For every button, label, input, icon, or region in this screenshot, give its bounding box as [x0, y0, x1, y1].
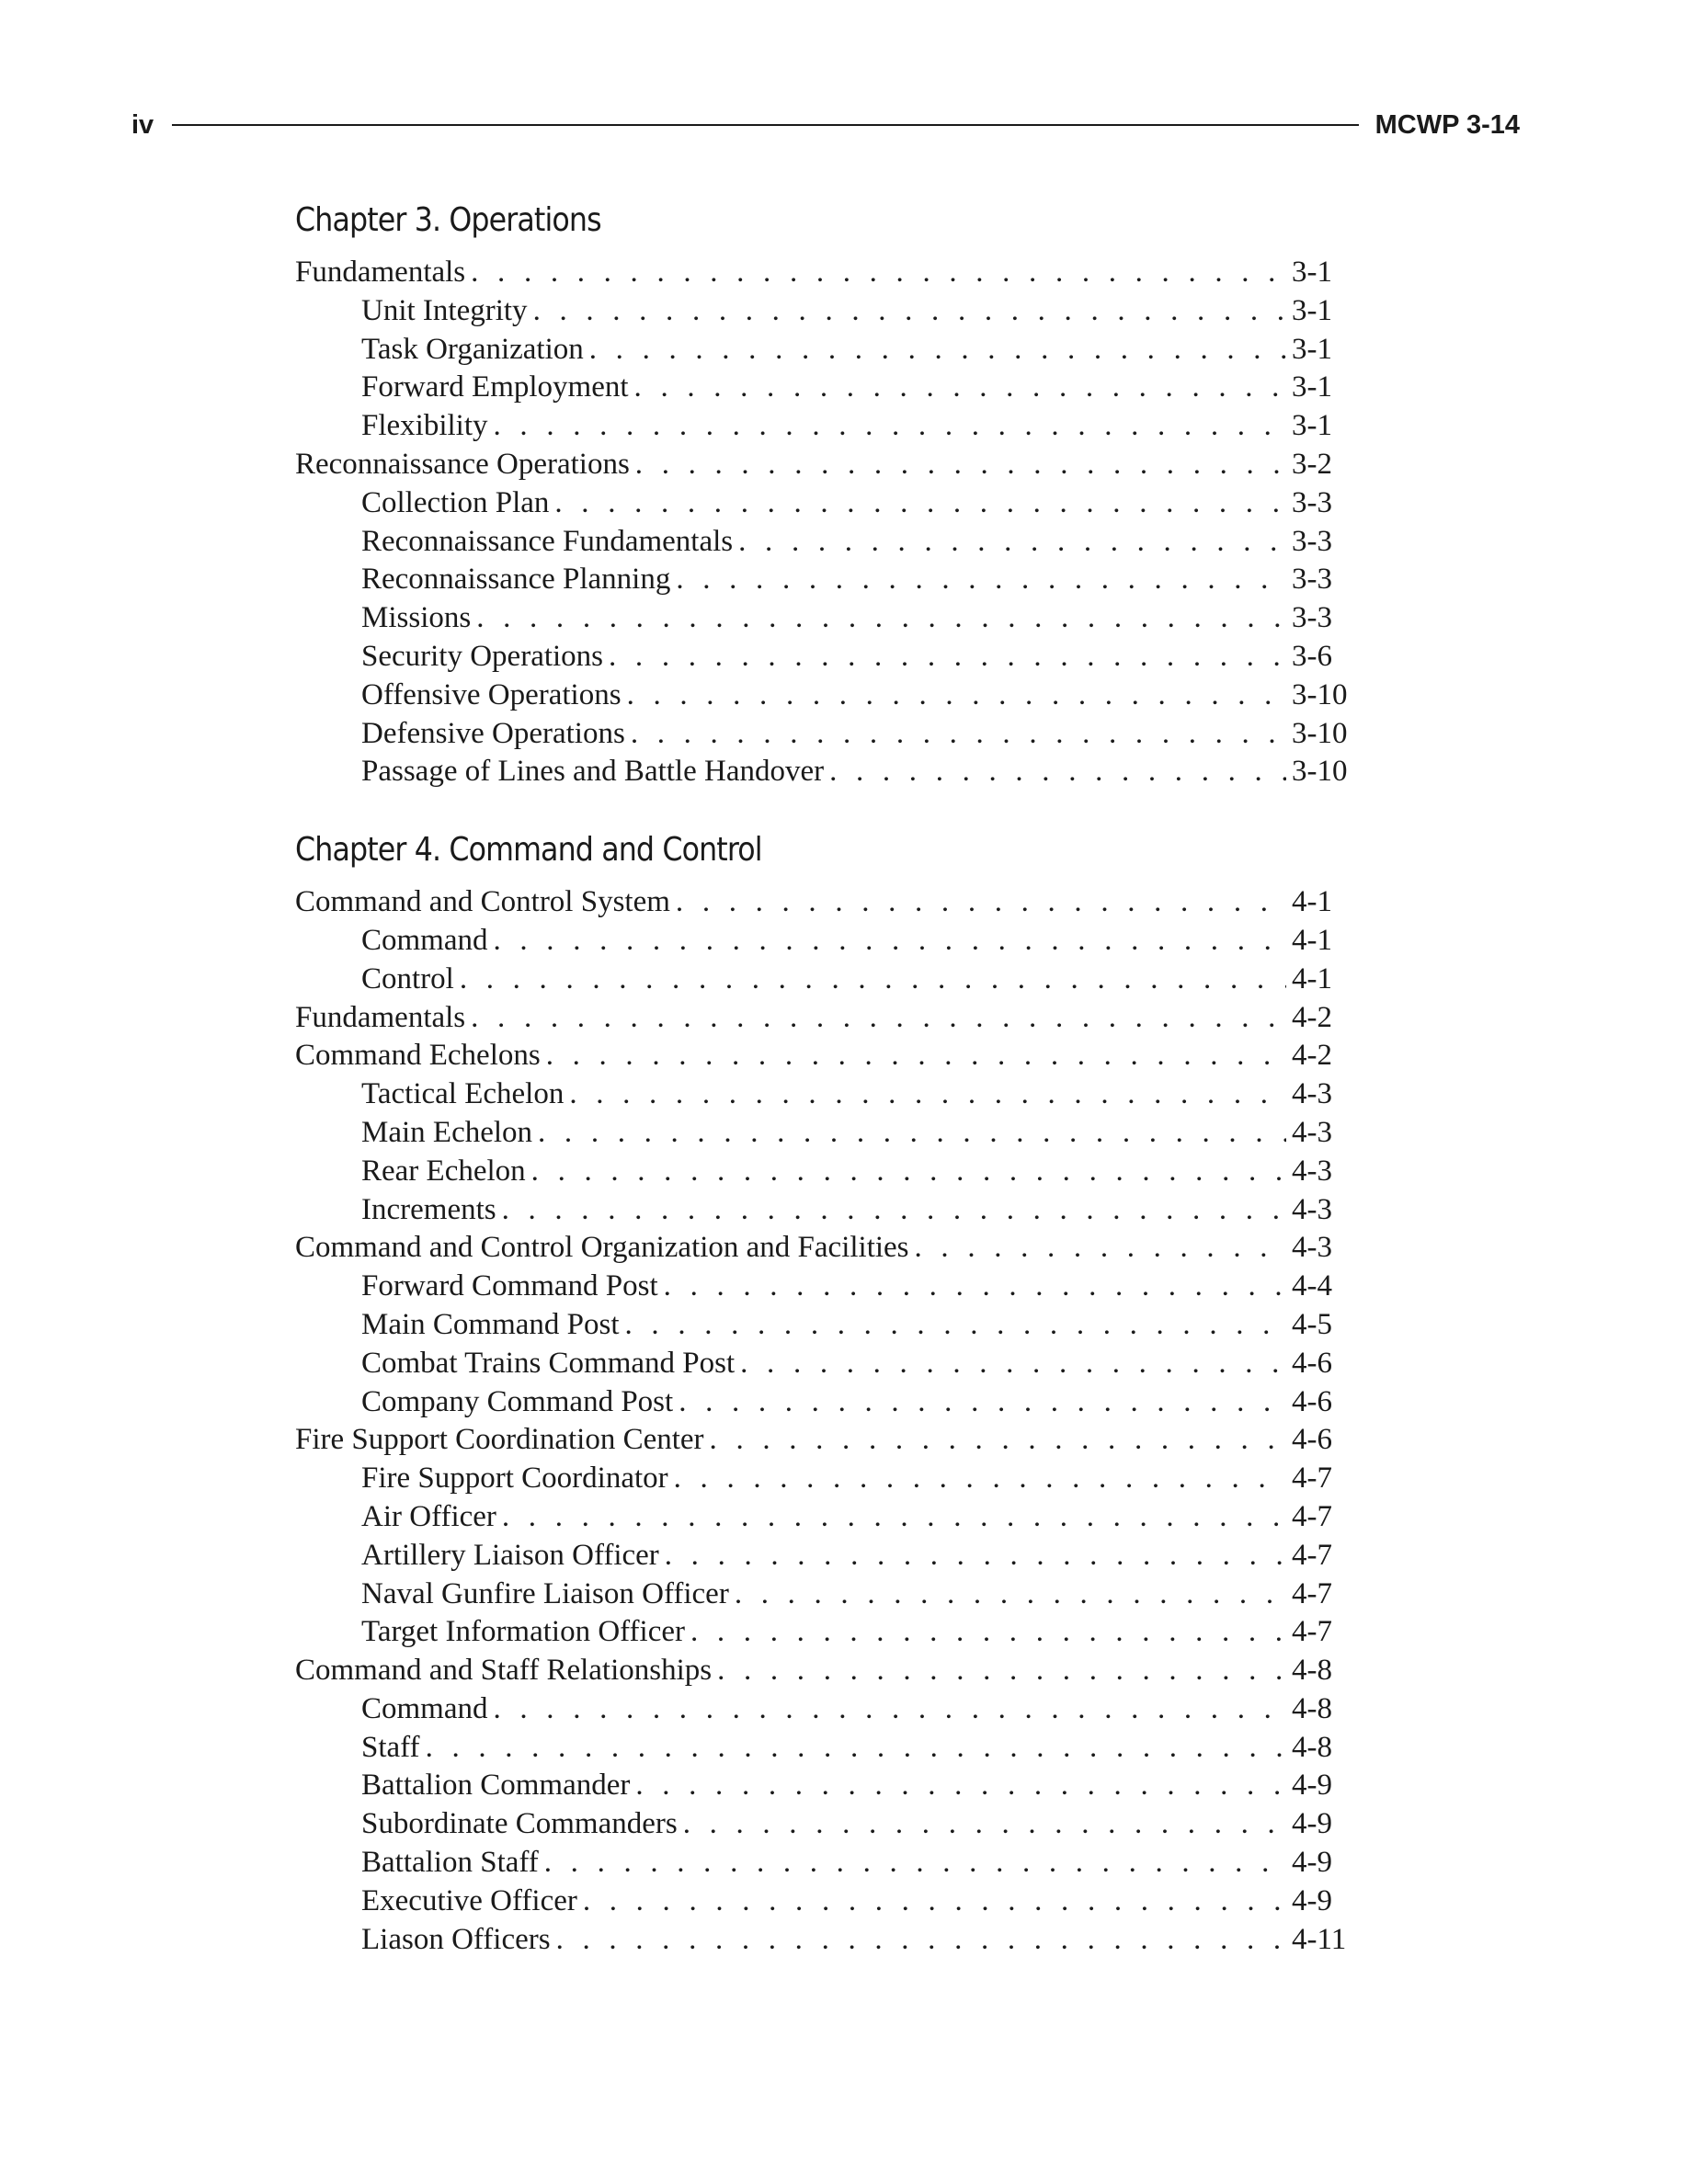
dot-leader	[676, 561, 1286, 599]
toc-entry-page: 4-8	[1292, 1691, 1332, 1725]
dot-leader	[635, 446, 1286, 484]
toc-subentry[interactable]	[295, 292, 1352, 331]
toc-entry-label: Executive Officer	[361, 1883, 577, 1917]
toc-entry-label: Artillery Liaison Officer	[361, 1538, 659, 1572]
toc-entry-label: Combat Trains Command Post	[361, 1346, 736, 1380]
dot-leader	[494, 922, 1287, 961]
toc-entry-label: Missions	[361, 601, 472, 635]
toc-entry-label: Battalion Staff	[361, 1846, 539, 1880]
dot-leader	[554, 484, 1286, 523]
toc-entry-label: Security Operations	[361, 639, 604, 673]
toc-entry-page: 4-7	[1292, 1499, 1332, 1533]
chapter-title: Chapter 3. Operations	[295, 201, 601, 239]
toc-subentry[interactable]	[295, 407, 1352, 446]
toc-entry-label: Command	[361, 923, 488, 957]
dot-leader	[717, 1652, 1286, 1690]
dot-leader	[583, 1883, 1286, 1921]
dot-leader	[502, 1191, 1286, 1230]
toc-entry-label: Company Command Post	[361, 1384, 674, 1418]
chapter-section	[295, 200, 1352, 791]
dot-leader	[634, 369, 1286, 407]
toc-entry-label: Tactical Echelon	[361, 1077, 565, 1111]
toc-entry-page: 4-5	[1292, 1307, 1332, 1341]
dot-leader	[679, 1383, 1286, 1422]
toc-entry-page: 4-8	[1292, 1730, 1332, 1764]
toc-entry-label: Command Echelons	[295, 1039, 541, 1073]
dot-leader	[635, 1767, 1286, 1805]
dot-leader	[735, 1575, 1286, 1614]
toc-entry-page: 3-1	[1292, 332, 1332, 366]
toc-subentry[interactable]	[295, 1191, 1352, 1230]
toc-subentry[interactable]	[295, 1383, 1352, 1422]
toc-subentry[interactable]	[295, 523, 1352, 562]
toc-entry-label: Reconnaissance Operations	[295, 447, 630, 481]
toc-entry-page: 3-10	[1292, 755, 1348, 789]
chapter-title: Chapter 4. Command and Control	[295, 831, 762, 870]
header-rule	[172, 124, 1358, 126]
toc-entry-label: Battalion Commander	[361, 1769, 631, 1803]
toc-entry-page: 4-7	[1292, 1462, 1332, 1496]
dot-leader	[546, 1037, 1286, 1075]
toc-entry-page: 4-7	[1292, 1615, 1332, 1649]
toc-subentry[interactable]	[295, 1306, 1352, 1345]
toc-entry-page: 4-2	[1292, 1000, 1332, 1034]
running-header	[131, 107, 1520, 143]
toc-entry-page: 3-10	[1292, 677, 1348, 711]
toc-entry-label: Increments	[361, 1192, 496, 1226]
toc-entry[interactable]	[295, 1652, 1352, 1690]
dot-leader	[460, 961, 1286, 999]
toc-subentry[interactable]	[295, 484, 1352, 523]
toc-entry-page: 4-6	[1292, 1346, 1332, 1380]
toc-subentry[interactable]	[295, 1460, 1352, 1498]
toc-entry-label: Air Officer	[361, 1499, 496, 1533]
dot-leader	[710, 1421, 1286, 1460]
dot-leader	[569, 1075, 1286, 1114]
chapter-section	[295, 830, 1352, 1959]
toc-subentry[interactable]	[295, 1114, 1352, 1153]
dot-leader	[627, 677, 1286, 715]
toc-subentry[interactable]	[295, 1153, 1352, 1191]
toc-subentry[interactable]	[295, 753, 1352, 791]
page-number: iv	[131, 109, 154, 140]
dot-leader	[589, 331, 1286, 370]
toc-entry-label: Fundamentals	[295, 256, 466, 289]
dot-leader	[426, 1729, 1286, 1768]
dot-leader	[544, 1844, 1286, 1883]
toc-entry-label: Defensive Operations	[361, 716, 625, 750]
toc-entry-label: Command and Control Organization and Facilities	[295, 1231, 909, 1265]
toc-entry[interactable]	[295, 254, 1352, 292]
toc-entry-label: Command and Control System	[295, 885, 670, 919]
toc-entry-page: 4-3	[1292, 1077, 1332, 1111]
toc-entry-page: 4-7	[1292, 1538, 1332, 1572]
toc-subentry[interactable]	[295, 1075, 1352, 1114]
toc-entry-page: 4-3	[1292, 1154, 1332, 1188]
toc-entry-page: 3-6	[1292, 639, 1332, 673]
toc-subentry[interactable]	[295, 1844, 1352, 1883]
toc-entry[interactable]	[295, 1229, 1352, 1268]
toc-entry-page: 3-1	[1292, 409, 1332, 443]
toc-entry-page: 4-9	[1292, 1807, 1332, 1841]
toc-entry-page: 3-10	[1292, 716, 1348, 750]
toc-entry-label: Staff	[361, 1730, 420, 1764]
toc-entry-page: 4-6	[1292, 1384, 1332, 1418]
toc-entry-page: 4-11	[1292, 1922, 1347, 1956]
toc-subentry[interactable]	[295, 1921, 1352, 1960]
dot-leader	[676, 883, 1286, 922]
toc-entry-label: Fire Support Coordination Center	[295, 1423, 704, 1457]
table-of-contents	[295, 200, 1352, 1996]
toc-entry-page: 3-1	[1292, 256, 1332, 289]
dot-leader	[533, 292, 1286, 331]
toc-entry[interactable]	[295, 1421, 1352, 1460]
dot-leader	[829, 753, 1286, 791]
toc-entry-page: 4-6	[1292, 1423, 1332, 1457]
toc-entry-page: 3-3	[1292, 601, 1332, 635]
toc-subentry[interactable]	[295, 331, 1352, 370]
toc-entry-label: Main Echelon	[361, 1115, 533, 1149]
toc-subentry[interactable]	[295, 1613, 1352, 1652]
toc-subentry[interactable]	[295, 369, 1352, 407]
toc-entry-page: 3-3	[1292, 563, 1332, 597]
toc-subentry[interactable]	[295, 1690, 1352, 1729]
dot-leader	[609, 638, 1286, 677]
toc-subentry[interactable]	[295, 677, 1352, 715]
toc-subentry[interactable]	[295, 1729, 1352, 1768]
toc-entry-label: Forward Employment	[361, 370, 629, 404]
toc-entry-label: Command and Staff Relationships	[295, 1654, 713, 1688]
toc-entry-page: 4-2	[1292, 1039, 1332, 1073]
toc-entry-label: Target Information Officer	[361, 1615, 685, 1649]
toc-entry-label: Liason Officers	[361, 1922, 551, 1956]
toc-entry[interactable]	[295, 1037, 1352, 1075]
toc-entry-label: Control	[361, 961, 454, 995]
toc-subentry[interactable]	[295, 599, 1352, 638]
publication-id: MCWP 3-14	[1374, 109, 1520, 140]
toc-subentry[interactable]	[295, 638, 1352, 677]
toc-entry-page: 4-3	[1292, 1192, 1332, 1226]
dot-leader	[531, 1153, 1286, 1191]
toc-entry-label: Main Command Post	[361, 1307, 620, 1341]
toc-entry-label: Forward Command Post	[361, 1269, 658, 1303]
toc-entry-label: Subordinate Commanders	[361, 1807, 678, 1841]
toc-entry-label: Reconnaissance Fundamentals	[361, 524, 734, 558]
toc-entry-label: Fundamentals	[295, 1000, 466, 1034]
toc-entry-page: 4-8	[1292, 1654, 1332, 1688]
toc-entry-page: 4-1	[1292, 885, 1332, 919]
toc-subentry[interactable]	[295, 1537, 1352, 1575]
toc-entry-page: 4-1	[1292, 961, 1332, 995]
dot-leader	[674, 1460, 1286, 1498]
dot-leader	[690, 1613, 1286, 1652]
toc-entry-label: Fire Support Coordinator	[361, 1462, 668, 1496]
toc-entry-page: 3-3	[1292, 485, 1332, 519]
toc-entry-page: 4-7	[1292, 1576, 1332, 1610]
toc-entry-label: Naval Gunfire Liaison Officer	[361, 1576, 729, 1610]
toc-subentry[interactable]	[295, 922, 1352, 961]
toc-subentry[interactable]	[295, 1767, 1352, 1805]
toc-entry-page: 4-4	[1292, 1269, 1332, 1303]
toc-subentry[interactable]	[295, 1498, 1352, 1537]
dot-leader	[538, 1114, 1286, 1153]
toc-entry[interactable]	[295, 883, 1352, 922]
dot-leader	[471, 999, 1286, 1038]
dot-leader	[665, 1537, 1286, 1575]
dot-leader	[471, 254, 1286, 292]
dot-leader	[683, 1805, 1286, 1844]
toc-entry-label: Collection Plan	[361, 485, 550, 519]
toc-entry-page: 4-9	[1292, 1883, 1332, 1917]
dot-leader	[476, 599, 1286, 638]
dot-leader	[494, 1690, 1287, 1729]
dot-leader	[494, 407, 1286, 446]
dot-leader	[625, 1306, 1286, 1345]
toc-entry-page: 4-9	[1292, 1769, 1332, 1803]
toc-subentry[interactable]	[295, 1345, 1352, 1383]
dot-leader	[915, 1229, 1286, 1268]
toc-entry[interactable]	[295, 999, 1352, 1038]
toc-entry-label: Command	[361, 1691, 488, 1725]
dot-leader	[631, 715, 1286, 754]
toc-entry-page: 4-9	[1292, 1846, 1332, 1880]
toc-entry-page: 4-3	[1292, 1115, 1332, 1149]
toc-entry[interactable]	[295, 446, 1352, 484]
toc-subentry[interactable]	[295, 1268, 1352, 1306]
dot-leader	[664, 1268, 1286, 1306]
toc-entry-page: 3-2	[1292, 447, 1332, 481]
toc-subentry[interactable]	[295, 961, 1352, 999]
toc-entry-page: 3-1	[1292, 293, 1332, 327]
dot-leader	[738, 523, 1286, 562]
toc-subentry[interactable]	[295, 1805, 1352, 1844]
toc-subentry[interactable]	[295, 715, 1352, 754]
toc-entry-page: 3-3	[1292, 524, 1332, 558]
toc-subentry[interactable]	[295, 561, 1352, 599]
toc-entry-page: 3-1	[1292, 370, 1332, 404]
dot-leader	[502, 1498, 1286, 1537]
toc-entry-page: 4-3	[1292, 1231, 1332, 1265]
toc-entry-label: Rear Echelon	[361, 1154, 526, 1188]
toc-entry-label: Passage of Lines and Battle Handover	[361, 755, 825, 789]
toc-entry-label: Flexibility	[361, 409, 488, 443]
dot-leader	[556, 1921, 1286, 1960]
toc-entry-label: Offensive Operations	[361, 677, 622, 711]
dot-leader	[740, 1345, 1286, 1383]
toc-entry-label: Reconnaissance Planning	[361, 563, 671, 597]
toc-subentry[interactable]	[295, 1883, 1352, 1921]
toc-subentry[interactable]	[295, 1575, 1352, 1614]
toc-entry-page: 4-1	[1292, 923, 1332, 957]
toc-entry-label: Unit Integrity	[361, 293, 528, 327]
toc-entry-label: Task Organization	[361, 332, 584, 366]
